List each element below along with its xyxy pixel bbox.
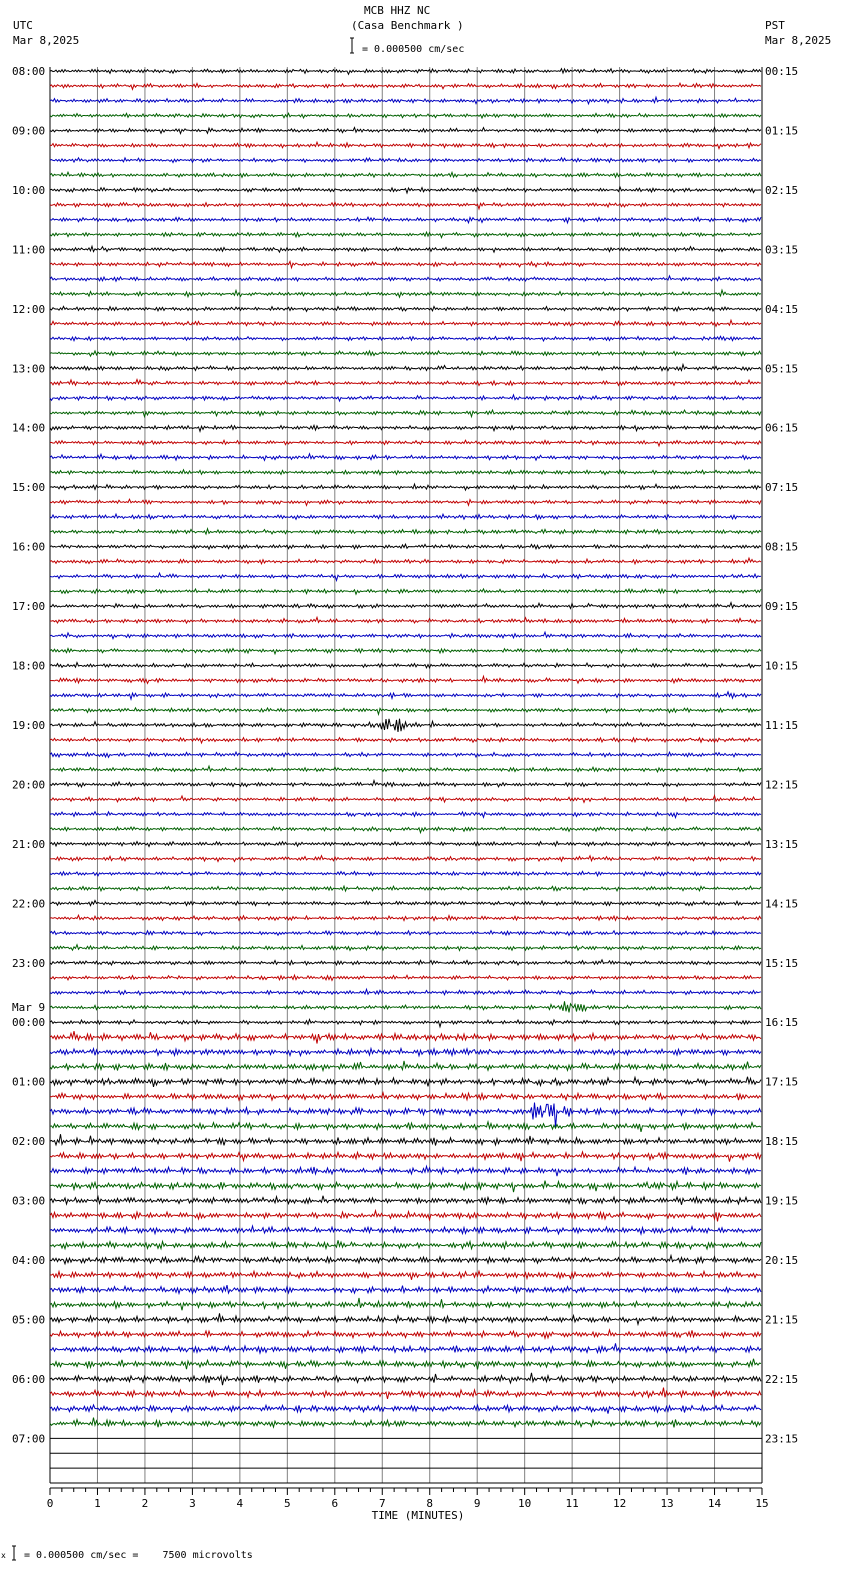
trace-row: [50, 1285, 761, 1293]
utc-hour-label: 19:00: [12, 718, 46, 732]
trace-row: [50, 558, 761, 564]
x-tick-label: 13: [660, 1497, 674, 1510]
trace-row: [50, 632, 761, 639]
trace-row: [50, 1181, 761, 1193]
pst-hour-label: 04:15: [765, 302, 799, 316]
utc-hour-label: 14:00: [12, 421, 46, 435]
pst-hour-label: 07:15: [765, 481, 799, 495]
trace-row: [50, 1196, 761, 1205]
trace-row: [50, 1134, 761, 1145]
x-tick-label: 9: [473, 1497, 481, 1510]
pst-hour-label: 12:15: [765, 778, 799, 792]
x-tick-label: 5: [284, 1497, 291, 1510]
utc-hour-label: 21:00: [12, 837, 46, 851]
trace-row: [50, 1330, 761, 1338]
trace-row: [50, 708, 761, 714]
trace-row: [50, 246, 761, 252]
station-title: MCB HHZ NC: [364, 4, 431, 17]
x-tick-label: 11: [565, 1497, 579, 1510]
trace-row: [50, 1298, 761, 1310]
x-tick-label: 6: [331, 1497, 339, 1510]
trace-row: [50, 454, 761, 461]
trace-row: [50, 617, 761, 623]
trace-row: [50, 425, 761, 431]
trace-row: [50, 1020, 761, 1027]
x-tick-label: 8: [426, 1497, 434, 1510]
trace-row: [50, 1049, 761, 1056]
trace-row: [50, 1256, 761, 1264]
trace-row: [50, 1211, 761, 1222]
trace-row: [50, 915, 761, 920]
utc-hour-label: 18:00: [12, 659, 46, 673]
utc-hour-label: 12:00: [12, 302, 46, 316]
trace-row: [50, 172, 761, 177]
pst-hour-label: 15:15: [765, 956, 799, 970]
trace-row: [50, 142, 761, 148]
trace-row: [50, 97, 761, 104]
trace-row: [50, 113, 761, 118]
utc-hour-label: 20:00: [12, 778, 46, 792]
x-tick-label: 12: [612, 1497, 627, 1510]
trace-row: [50, 1359, 761, 1370]
trace-row: [50, 752, 761, 757]
trace-row: [50, 1152, 761, 1162]
trace-row: [50, 544, 761, 549]
trace-row: [50, 351, 761, 356]
trace-row: [50, 989, 761, 995]
x-tick-label: 7: [378, 1497, 386, 1510]
trace-row: [50, 158, 761, 163]
trace-row: [50, 83, 761, 89]
trace-row: [50, 320, 761, 326]
site-name: (Casa Benchmark ): [351, 19, 464, 32]
x-tick-label: 3: [189, 1497, 196, 1510]
x-tick-label: 15: [755, 1497, 769, 1510]
x-tick-label: 10: [518, 1497, 532, 1510]
trace-row: [50, 719, 761, 732]
trace-row: [50, 1061, 761, 1071]
utc-hour-label: 09:00: [12, 124, 46, 138]
trace-row: [50, 232, 761, 237]
trace-row: [50, 1122, 761, 1132]
pst-hour-label: 09:15: [765, 600, 799, 614]
trace-row: [50, 589, 761, 594]
x-tick-label: 0: [46, 1497, 54, 1510]
trace-row: [50, 649, 761, 654]
utc-hour-label: 15:00: [12, 481, 46, 495]
trace-row: [50, 1313, 761, 1324]
trace-row: [50, 842, 761, 847]
trace-row: [50, 365, 761, 371]
trace-row: [50, 306, 761, 311]
trace-row: [50, 663, 761, 668]
trace-row: [50, 901, 761, 906]
trace-row: [50, 128, 761, 134]
utc-hour-label: 06:00: [12, 1372, 46, 1386]
trace-row: [50, 1103, 761, 1128]
trace-row: [50, 262, 761, 268]
trace-row: [50, 766, 761, 772]
x-axis-title: TIME (MINUTES): [371, 1509, 465, 1522]
footer-scale-label: = 0.000500 cm/sec = 7500 microvolts: [24, 1550, 253, 1561]
pst-hour-label: 14:15: [765, 897, 799, 911]
scale-label: = 0.000500 cm/sec: [362, 44, 465, 55]
trace-row: [50, 1240, 761, 1249]
trace-row: [50, 781, 761, 787]
utc-hour-label: 00:00: [12, 1016, 46, 1030]
trace-row: [50, 1226, 761, 1234]
trace-row: [50, 410, 761, 417]
utc-hour-label: 16:00: [12, 540, 46, 554]
utc-hour-label: 02:00: [12, 1135, 46, 1149]
utc-hour-label: 03:00: [12, 1194, 46, 1208]
trace-row: [50, 676, 761, 683]
trace-row: [50, 960, 761, 965]
trace-row: [50, 1031, 761, 1043]
utc-hour-label: 04:00: [12, 1254, 46, 1268]
pst-hour-label: 05:15: [765, 362, 799, 376]
pst-hour-label: 13:15: [765, 837, 799, 851]
header-scale-bar-icon: [350, 38, 354, 53]
trace-row: [50, 827, 761, 833]
trace-row: [50, 276, 761, 281]
utc-hour-label: 05:00: [12, 1313, 46, 1327]
pst-hour-label: 08:15: [765, 540, 799, 554]
trace-row: [50, 217, 761, 223]
utc-hour-label: 13:00: [12, 362, 46, 376]
trace-row: [50, 603, 761, 609]
trace-row: [50, 514, 761, 519]
pst-tz-label: PST: [765, 19, 785, 32]
utc-hour-label: 11:00: [12, 243, 46, 257]
trace-row: [50, 886, 761, 891]
x-tick-label: 1: [94, 1497, 101, 1510]
pst-hour-label: 21:15: [765, 1313, 799, 1327]
trace-row: [50, 738, 761, 743]
pst-date-label: Mar 8,2025: [765, 34, 832, 47]
utc-hour-label: 10:00: [12, 183, 46, 197]
pst-hour-label: 00:15: [765, 65, 799, 78]
trace-row: [50, 1405, 761, 1414]
pst-hour-label: 22:15: [765, 1372, 799, 1386]
trace-row: [50, 1388, 761, 1399]
trace-row: [50, 529, 761, 534]
pst-hour-label: 01:15: [765, 124, 799, 138]
utc-hour-label: 08:00: [12, 65, 46, 78]
pst-hour-label: 02:15: [765, 183, 799, 197]
x-tick-label: 4: [236, 1497, 244, 1510]
trace-row: [50, 856, 761, 862]
trace-row: [50, 692, 761, 699]
pst-hour-label: 06:15: [765, 421, 799, 435]
trace-row: [50, 573, 761, 580]
pst-hour-label: 16:15: [765, 1016, 799, 1030]
trace-row: [50, 945, 761, 951]
trace-row: [50, 931, 761, 936]
trace-row: [50, 187, 761, 193]
trace-row: [50, 796, 761, 803]
trace-row: [50, 69, 761, 75]
utc-hour-label: 17:00: [12, 600, 46, 614]
utc-hour-label: 07:00: [12, 1432, 46, 1446]
trace-row: [50, 1373, 761, 1385]
trace-row: [50, 871, 761, 875]
trace-row: [50, 380, 761, 386]
trace-row: [50, 395, 761, 401]
trace-row: [50, 470, 761, 475]
date-change-label: Mar 9: [12, 1001, 46, 1015]
utc-hour-label: 01:00: [12, 1075, 46, 1089]
trace-row: [50, 812, 761, 818]
trace-row: [50, 1343, 761, 1353]
pst-hour-label: 19:15: [765, 1194, 799, 1208]
trace-row: [50, 290, 761, 297]
x-tick-label: 2: [141, 1497, 149, 1510]
trace-row: [50, 484, 761, 490]
trace-row: [50, 975, 761, 980]
pst-hour-label: 03:15: [765, 243, 799, 257]
x-tick-label: 14: [707, 1497, 722, 1510]
utc-date-label: Mar 8,2025: [13, 34, 80, 47]
pst-hour-label: 23:15: [765, 1432, 799, 1446]
trace-row: [50, 1418, 761, 1428]
trace-row: [50, 1271, 761, 1280]
pst-hour-label: 17:15: [765, 1075, 799, 1089]
trace-row: [50, 1001, 761, 1012]
utc-tz-label: UTC: [13, 19, 33, 32]
footer-marker: x: [1, 1551, 6, 1560]
trace-row: [50, 440, 761, 446]
trace-row: [50, 1166, 761, 1176]
trace-row: [50, 499, 761, 505]
pst-hour-label: 20:15: [765, 1254, 799, 1268]
trace-row: [50, 203, 761, 209]
trace-row: [50, 1077, 761, 1087]
footer-scale-bar-icon: [12, 1546, 16, 1560]
utc-hour-label: 23:00: [12, 956, 46, 970]
trace-row: [50, 1093, 761, 1100]
pst-hour-label: 10:15: [765, 659, 799, 673]
trace-row: [50, 336, 761, 341]
pst-hour-label: 11:15: [765, 718, 799, 732]
utc-hour-label: 22:00: [12, 897, 46, 911]
pst-hour-label: 18:15: [765, 1135, 799, 1149]
